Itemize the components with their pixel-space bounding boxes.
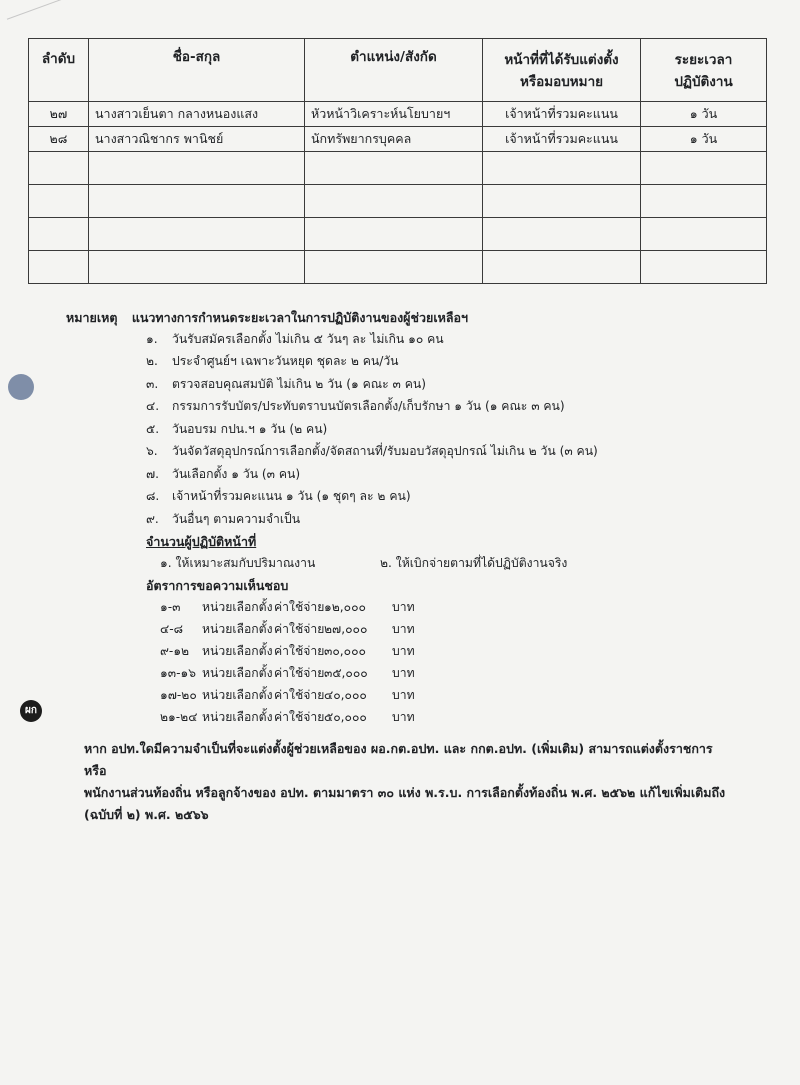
row-position: นักทรัพยากรบุคคล <box>305 127 483 152</box>
rate-row: ๙-๑๒ หน่วยเลือกตั้งค่าใช้จ่าย๓๐,๐๐๐ บาท <box>160 644 415 658</box>
header-duty <box>483 39 641 102</box>
row-duty: เจ้าหน้าที่รวมคะแนน <box>483 102 641 127</box>
row-name: นางสาวณิชากร พานิชย์ <box>89 127 305 152</box>
rate-row: ๒๑-๒๔ หน่วยเลือกตั้งค่าใช้จ่าย๕๐,๐๐๐ บาท <box>160 710 415 724</box>
staff-title: จำนวนผู้ปฏิบัติหน้าที่ <box>146 534 257 549</box>
row-name: นางสาวเย็นตา กลางหนองแสง <box>89 102 305 127</box>
header-duration-line2: ปฏิบัติงาน <box>674 74 733 90</box>
header-duration-line1: ระยะเวลา <box>674 52 733 68</box>
header-duration <box>641 39 767 102</box>
initial-stamp: ผก <box>20 700 42 722</box>
note-item: ๗. วันเลือกตั้ง ๑ วัน (๓ คน) <box>146 467 301 481</box>
table-row <box>29 127 767 152</box>
rate-row: ๑๗-๒๐ หน่วยเลือกตั้งค่าใช้จ่าย๔๐,๐๐๐ บาท <box>160 688 415 702</box>
note-item: ๙. วันอื่นๆ ตามความจำเป็น <box>146 512 301 526</box>
empty-row <box>29 251 767 284</box>
footer-line-2: พนักงานส่วนท้องถิ่น หรือลูกจ้างของ อปท. ตามมาตรา ๓๐ แห่ง พ.ร.บ. การเลือกตั้งท้องถิ่น พ.ศ. ๒๕๖๒ แก้ไขเพิ่มเติมถึง <box>84 785 726 800</box>
row-duration: ๑ วัน <box>641 102 767 127</box>
row-position: หัวหน้าวิเคราะห์นโยบายฯ <box>305 102 483 127</box>
row-number: ๒๗ <box>29 102 89 127</box>
rate-row: ๑-๓ หน่วยเลือกตั้งค่าใช้จ่าย๑๒,๐๐๐ บาท <box>160 600 415 614</box>
header-duty-line1: หน้าที่ที่ได้รับแต่งตั้ง <box>504 52 619 68</box>
note-item: ๒. ประจำศูนย์ฯ เฉพาะวันหยุด ชุดละ ๒ คน/วัน <box>146 354 399 368</box>
empty-row <box>29 218 767 251</box>
empty-row <box>29 185 767 218</box>
note-item: ๑. วันรับสมัครเลือกตั้ง ไม่เกิน ๕ วันๆ ละ ไม่เกิน ๑๐ คน <box>146 332 444 346</box>
header-name: ชื่อ-สกุล <box>89 39 305 102</box>
page-corner <box>0 0 64 20</box>
note-item: ๓. ตรวจสอบคุณสมบัติ ไม่เกิน ๒ วัน (๑ คณะ ๓ คน) <box>146 377 426 391</box>
empty-row <box>29 152 767 185</box>
row-duration: ๑ วัน <box>641 127 767 152</box>
note-item: ๕. วันอบรม กปน.ฯ ๑ วัน (๒ คน) <box>146 422 328 436</box>
row-number: ๒๘ <box>29 127 89 152</box>
table-header-row <box>29 39 767 102</box>
row-duty: เจ้าหน้าที่รวมคะแนน <box>483 127 641 152</box>
table-row <box>29 102 767 127</box>
staff-item-2: ๒. ให้เบิกจ่ายตามที่ได้ปฏิบัติงานจริง <box>380 556 568 570</box>
footer-line-1: หาก อปท.ใดมีความจำเป็นที่จะแต่งตั้งผู้ช่วยเหลือของ ผอ.กต.อปท. และ กกต.อปท. (เพิ่มเติม) สามารถแต่งตั้งราชการหรือ <box>84 741 713 778</box>
note-heading <box>66 308 766 328</box>
header-position: ตำแหน่ง/สังกัด <box>305 39 483 102</box>
note-item: ๘. เจ้าหน้าที่รวมคะแนน ๑ วัน (๑ ชุดๆ ละ ๒ คน) <box>146 489 411 503</box>
footer-paragraph <box>84 738 734 826</box>
staff-item-1: ๑. ให้เหมาะสมกับปริมาณงาน <box>160 556 316 570</box>
header-duty-line2: หรือมอบหมาย <box>519 74 604 90</box>
footer-line-3: (ฉบับที่ ๒) พ.ศ. ๒๕๖๖ <box>84 807 209 822</box>
rates-title: อัตราการขอความเห็นชอบ <box>146 578 289 593</box>
header-number: ลำดับ <box>29 39 89 102</box>
note-title: แนวทางการกำหนดระยะเวลาในการปฏิบัติงานของผู้ช่วยเหลือฯ <box>131 310 469 325</box>
note-item: ๔. กรรมการรับบัตร/ประทับตราบนบัตรเลือกตั้ง/เก็บรักษา ๑ วัน (๑ คณะ ๓ คน) <box>146 399 565 413</box>
staff-table <box>28 38 767 284</box>
note-label: หมายเหตุ <box>66 310 118 325</box>
rate-row: ๔-๘ หน่วยเลือกตั้งค่าใช้จ่าย๒๗,๐๐๐ บาท <box>160 622 415 636</box>
punch-hole <box>8 374 34 400</box>
rate-row: ๑๓-๑๖ หน่วยเลือกตั้งค่าใช้จ่าย๓๕,๐๐๐ บาท <box>160 666 415 680</box>
note-item: ๖. วันจัดวัสดุอุปกรณ์การเลือกตั้ง/จัดสถานที่/รับมอบวัสดุอุปกรณ์ ไม่เกิน ๒ วัน (๓ คน) <box>146 444 598 458</box>
